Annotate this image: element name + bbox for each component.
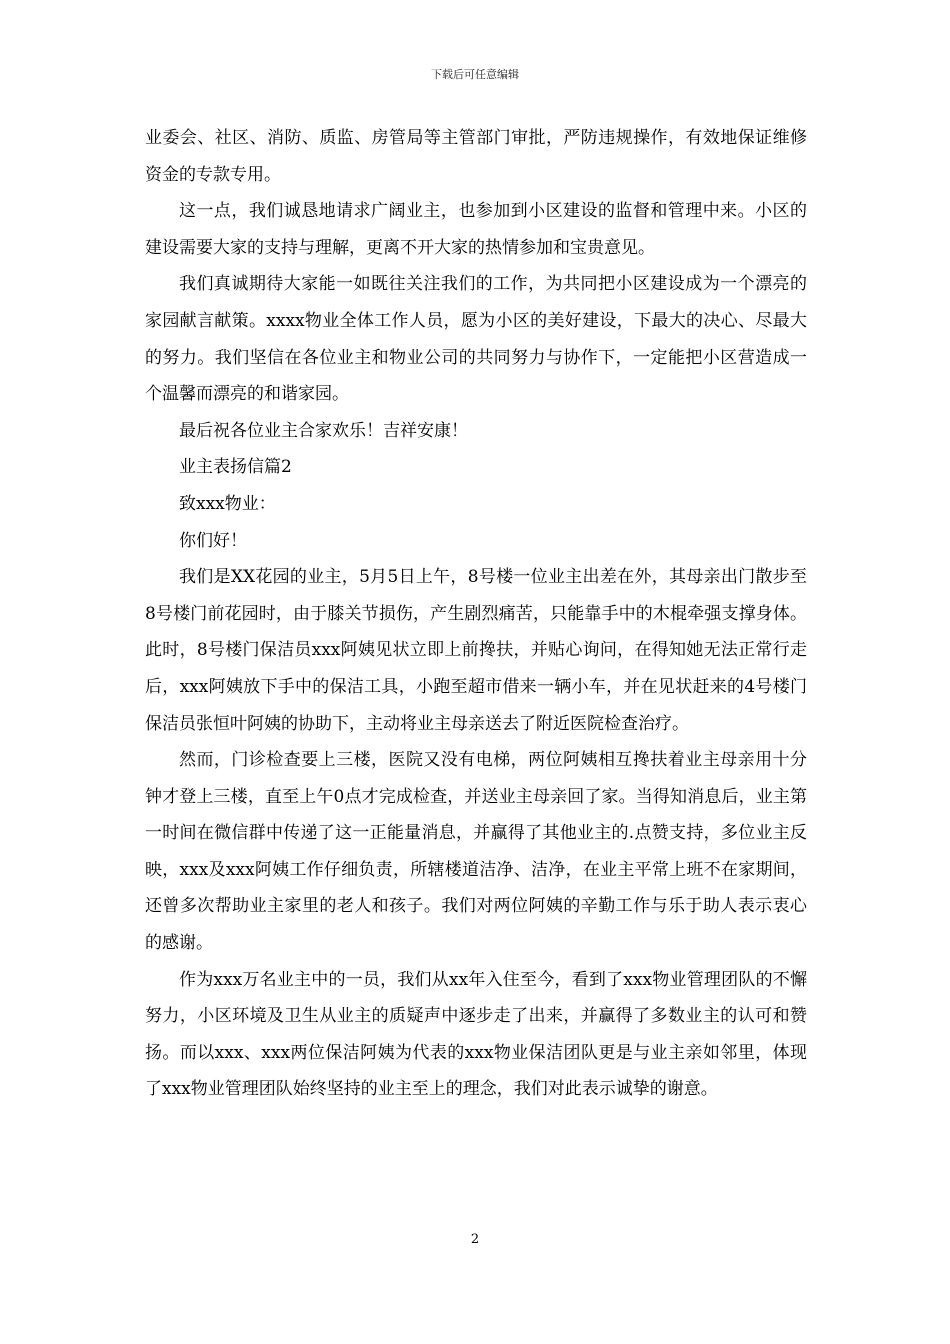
paragraph: 我们真诚期待大家能一如既往关注我们的工作，为共同把小区建设成为一个漂亮的家园献言献策。xxxx物业全体工作人员，愿为小区的美好建设，下最大的决心、尽最大的努力。我们坚信在各位业主和物业公司的共同努力与协作下，一定能把小区营造成一个温馨而漂亮的和谐家园。 <box>145 274 807 405</box>
page-header: 下载后可任意编辑 <box>431 68 519 81</box>
page-number: 2 <box>470 1232 480 1247</box>
paragraph: 作为xxx万名业主中的一员，我们从xx年入住至今，看到了xxx物业管理团队的不懈努力，小区环境及卫生从业主的质疑声中逐步走了出来，并赢得了多数业主的认可和赞扬。而以xxx、xxx两位保洁阿姨为代表的xxx物业保洁团队更是与业主亲如邻里，体现了xxx物业管理团队始终坚持的业主至上的理念，我们对此表示诚挚的谢意。 <box>145 969 807 1100</box>
closing-wish: 最后祝各位业主合家欢乐！吉祥安康！ <box>179 420 468 441</box>
paragraph: 然而，门诊检查要上三楼，医院又没有电梯，两位阿姨相互搀扶着业主母亲用十分钟才登上三楼，直至上午0点才完成检查，并送业主母亲回了家。当得知消息后，业主第一时间在微信群中传递了这一正能量消息，并赢得了其他业主的.点赞支持，多位业主反映，xxx及xxx阿姨工作仔细负责，所辖楼道洁净、洁净，在业主平常上班不在家期间，还曾多次帮助业主家里的老人和孩子。我们对两位阿姨的辛勤工作与乐于助人表示衷心的感谢。 <box>145 750 807 954</box>
letter-greeting: 你们好！ <box>179 530 247 551</box>
letter-salutation: 致xxx物业： <box>179 493 276 514</box>
paragraph: 我们是XX花园的业主，5月5日上午，8号楼一位业主出差在外，其母亲出门散步至8号楼门前花园时，由于膝关节损伤，产生剧烈痛苦，只能靠手中的木棍牵强支撑身体。此时，8号楼门保洁员xxx阿姨见状立即上前搀扶，并贴心询问，在得知她无法正常行走后，xxx阿姨放下手中的保洁工具，小跑至超市借来一辆小车，并在见状赶来的4号楼门保洁员张恒叶阿姨的协助下，主动将业主母亲送去了附近医院检查治疗。 <box>145 567 807 734</box>
paragraph: 这一点，我们诚恳地请求广阔业主，也参加到小区建设的监督和管理中来。小区的建设需要大家的支持与理解，更离不开大家的热情参加和宝贵意见。 <box>145 201 807 258</box>
section-title: 业主表扬信篇2 <box>179 457 292 478</box>
document-body <box>145 120 807 1108</box>
paragraph-continuation: 业委会、社区、消防、质监、房管局等主管部门审批，严防违规操作，有效地保证维修资金的专款专用。 <box>145 128 807 185</box>
